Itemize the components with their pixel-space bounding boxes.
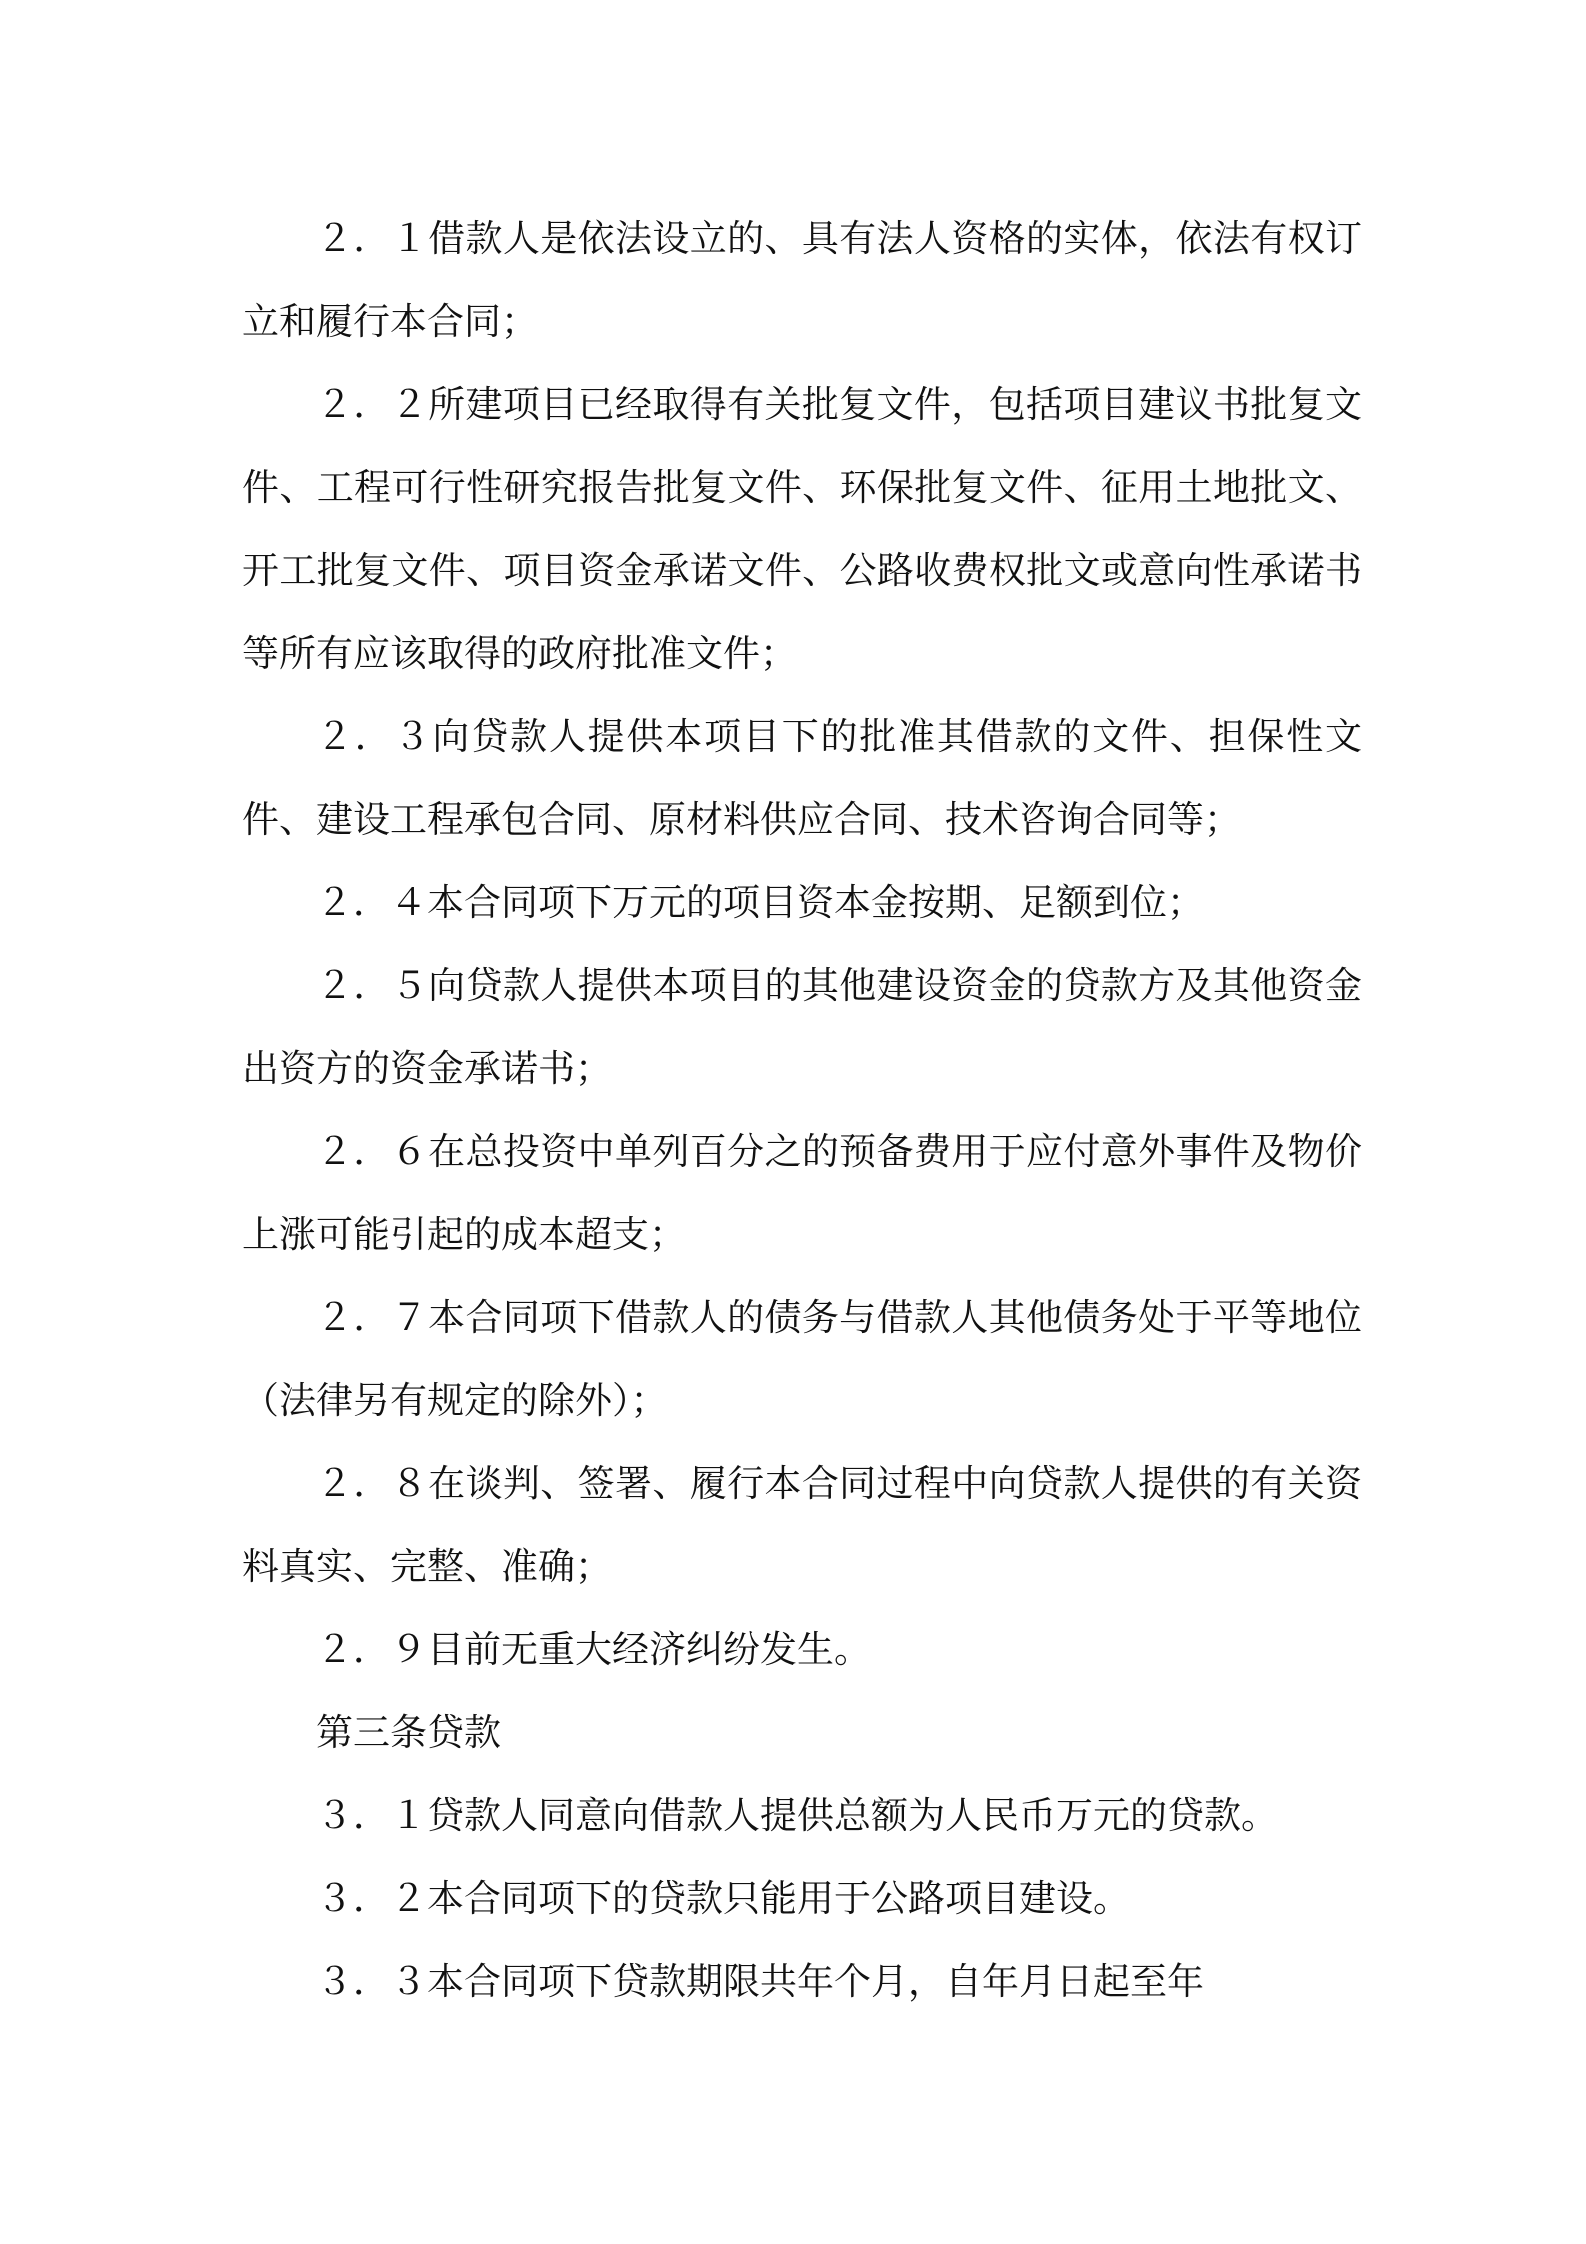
document-body: [242, 197, 1362, 2023]
clause-2-9: ２．９目前无重大经济纠纷发生。: [316, 1628, 871, 1671]
clause-3-2: ３．２本合同项下的贷款只能用于公路项目建设。: [316, 1877, 1130, 1920]
clause-2-3: ２．３向贷款人提供本项目下的批准其借款的文件、担保性文件、建设工程承包合同、原材料供应合同、技术咨询合同等；: [242, 715, 1362, 841]
clause-2-7: ２．７本合同项下借款人的债务与借款人其他债务处于平等地位（法律另有规定的除外）；: [242, 1296, 1362, 1422]
clause-2-2: ２．２所建项目已经取得有关批复文件，包括项目建议书批复文件、工程可行性研究报告批复文件、环保批复文件、征用土地批文、开工批复文件、项目资金承诺文件、公路收费权批文或意向性承诺书等所有应该取得的政府批准文件；: [242, 383, 1362, 675]
article-3-heading: 第三条贷款: [316, 1711, 501, 1754]
clause-2-6: ２．６在总投资中单列百分之的预备费用于应付意外事件及物价上涨可能引起的成本超支；: [242, 1130, 1362, 1256]
clause-2-8: ２．８在谈判、签署、履行本合同过程中向贷款人提供的有关资料真实、完整、准确；: [242, 1462, 1362, 1588]
clause-3-1: ３．１贷款人同意向借款人提供总额为人民币万元的贷款。: [316, 1794, 1278, 1837]
clause-3-3: ３．３本合同项下贷款期限共年个月，自年月日起至年: [316, 1960, 1204, 2003]
clause-2-1: ２．１借款人是依法设立的、具有法人资格的实体，依法有权订立和履行本合同；: [242, 217, 1362, 343]
clause-2-5: ２．５向贷款人提供本项目的其他建设资金的贷款方及其他资金出资方的资金承诺书；: [242, 964, 1362, 1090]
clause-2-4: ２．４本合同项下万元的项目资本金按期、足额到位；: [316, 881, 1204, 924]
